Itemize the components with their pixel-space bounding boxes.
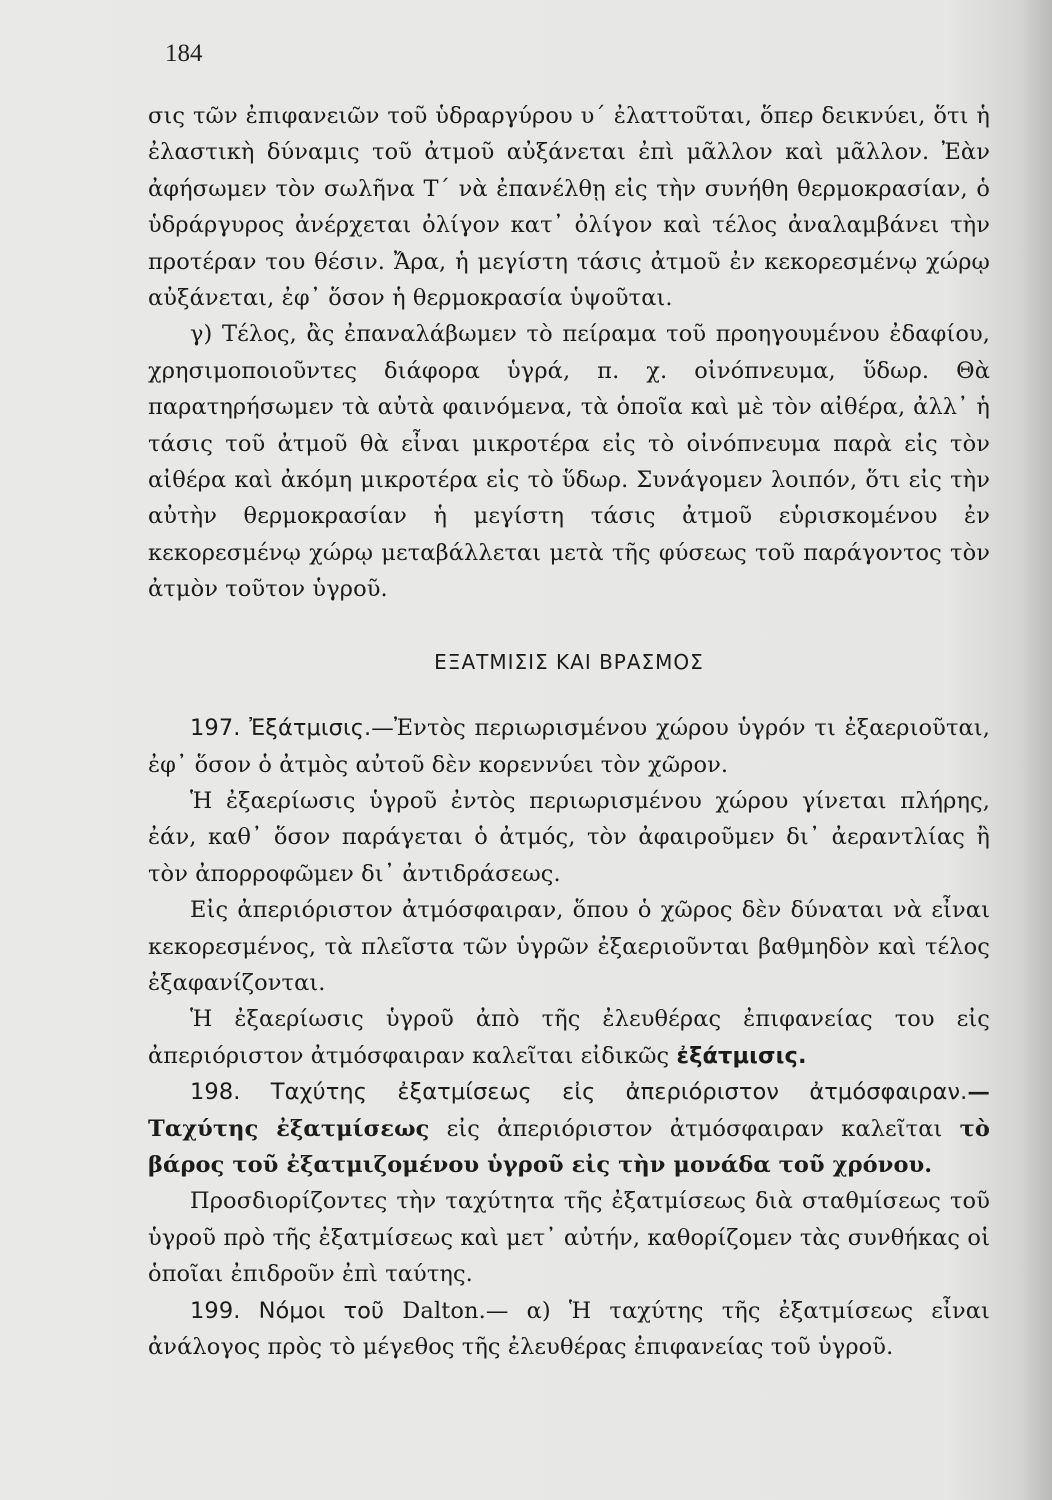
page-body <box>148 98 990 1365</box>
section-197-text: —Ἐντὸς περιωρισμένου χώρου ὑγρόν τι ἐξαεριοῦται, ἐφ᾿ ὅσον ὁ ἀτμὸς αὐτοῦ δὲν κορεννύει τὸν χῶρον. <box>148 715 990 778</box>
section-199-title: 199. Νόμοι τοῦ <box>190 1297 385 1324</box>
section-197-p4-text: Ἡ ἐξαερίωσις ὑγροῦ ἀπὸ τῆς ἐλευθέρας ἐπιφανείας του εἰς ἀπεριόριστον ἀτμόσφαιραν καλεῖται εἰδικῶς <box>148 1006 990 1069</box>
section-197-paragraph-3: Εἰς ἀπεριόριστον ἀτμόσφαιραν, ὅπου ὁ χῶρος δὲν δύναται νὰ εἶναι κεκορεσμένος, τὰ πλεῖστα τῶν ὑγρῶν ἐξαεριοῦνται βαθμηδὸν καὶ τέλος ἐξαφανίζονται. <box>148 897 990 996</box>
section-197-paragraph-2: Ἡ ἐξαερίωσις ὑγροῦ ἐντὸς περιωρισμένου χώρου γίνεται πλήρης, ἐάν, καθ᾿ ὅσον παράγεται ὁ ἀτμός, τὸν ἀφαιροῦμεν δι᾿ ἀεραντλίας ἢ τὸν ἀπορροφῶμεν δι᾿ ἀντιδράσεως. <box>148 787 990 887</box>
term-exatmisis: ἐξάτμισις. <box>676 1042 807 1069</box>
paragraph-continuation: σις τῶν ἐπιφανειῶν τοῦ ὑδραργύρου υ΄ ἐλαττοῦται, ὅπερ δεικνύει, ὅτι ἡ ἐλαστικὴ δύναμις τοῦ ἀτμοῦ αὐξάνεται ἐπὶ μᾶλλον καὶ μᾶλλον. Ἐὰν ἀφήσωμεν τὸν σωλῆνα Τ΄ νὰ ἐπανέλθῃ εἰς τὴν συνήθη θερμοκρασίαν, ὁ ὑδράργυρος ἀνέρχεται ὀλίγον κατ᾿ ὀλίγον καὶ τέλος ἀναλαμβάνει τὴν προτέραν του θέσιν. Ἄρα, ἡ μεγίστη τάσις ἀτμοῦ ἐν κεκορεσμένῳ χώρῳ αὐξάνεται, ἐφ᾿ ὅσον ἡ θερμοκρασία ὑψοῦται. <box>148 103 990 312</box>
section-198-text: εἰς ἀπεριόριστον ἀτμόσφαιραν καλεῖται <box>429 1115 960 1142</box>
page-number: 184 <box>165 40 203 67</box>
section-198-title: 198. Ταχύτης ἐξατμίσεως εἰς ἀπεριόριστον ἀτμόσφαιραν. <box>190 1079 968 1106</box>
section-199 <box>148 1293 990 1366</box>
section-197-title: 197. Ἐξάτμισις. <box>190 715 372 742</box>
term-taxytis: Ταχύτης ἐξατμίσεως <box>148 1115 430 1142</box>
section-199-text: — α) Ἡ ταχύτης τῆς ἐξατμίσεως εἶναι ἀνάλογος πρὸς τὸ μέγεθος τῆς ἐλευθέρας ἐπιφανείας τοῦ ὑγροῦ. <box>148 1297 990 1360</box>
section-197 <box>148 710 990 783</box>
section-199-name: Dalton. <box>384 1297 486 1324</box>
section-198-paragraph-2: Προσδιορίζοντες τὴν ταχύτητα τῆς ἐξατμίσεως διὰ σταθμίσεως τοῦ ὑγροῦ πρὸ τῆς ἐξατμίσεως καὶ μετ᾿ αὐτήν, καθορίζομεν τὰς συνθήκας οἱ ὁποῖαι ἐπιδροῦν ἐπὶ ταύτης. <box>148 1188 990 1288</box>
section-198 <box>148 1074 990 1183</box>
section-197-paragraph-4 <box>148 1001 990 1074</box>
section-heading: ΕΞΑΤΜΙΣΙΣ ΚΑΙ ΒΡΑΣΜΟΣ <box>434 649 704 674</box>
section-198-dash: — <box>967 1079 990 1106</box>
paragraph-gamma: γ) Τέλος, ἂς ἐπαναλάβωμεν τὸ πείραμα τοῦ προηγουμένου ἐδαφίου, χρησιμοποιοῦντες διάφορα ὑγρά, π. χ. οἰνόπνευμα, ὕδωρ. Θὰ παρατηρήσωμεν τὰ αὐτὰ φαινόμενα, τὰ ὁποῖα καὶ μὲ τὸν αἰθέρα, ἀλλ᾿ ἡ τάσις τοῦ ἀτμοῦ θὰ εἶναι μικροτέρα εἰς τὸ οἰνόπνευμα παρὰ εἰς τὸν αἰθέρα καὶ ἀκόμη μικροτέρα εἰς τὸ ὕδωρ. Συνάγομεν λοιπόν, ὅτι εἰς τὴν αὐτὴν θερμοκρασίαν ἡ μεγίστη τάσις ἀτμοῦ εὑρισκομένου ἐν κεκορεσμένῳ χώρῳ μεταβάλλεται μετὰ τῆς φύσεως τοῦ παράγοντος τὸν ἀτμὸν τοῦτον ὑγροῦ. <box>148 321 990 603</box>
section-198-definition: τὸ βάρος τοῦ ἐξατμιζομένου ὑγροῦ εἰς τὴν μονάδα τοῦ χρόνου. <box>148 1115 990 1178</box>
